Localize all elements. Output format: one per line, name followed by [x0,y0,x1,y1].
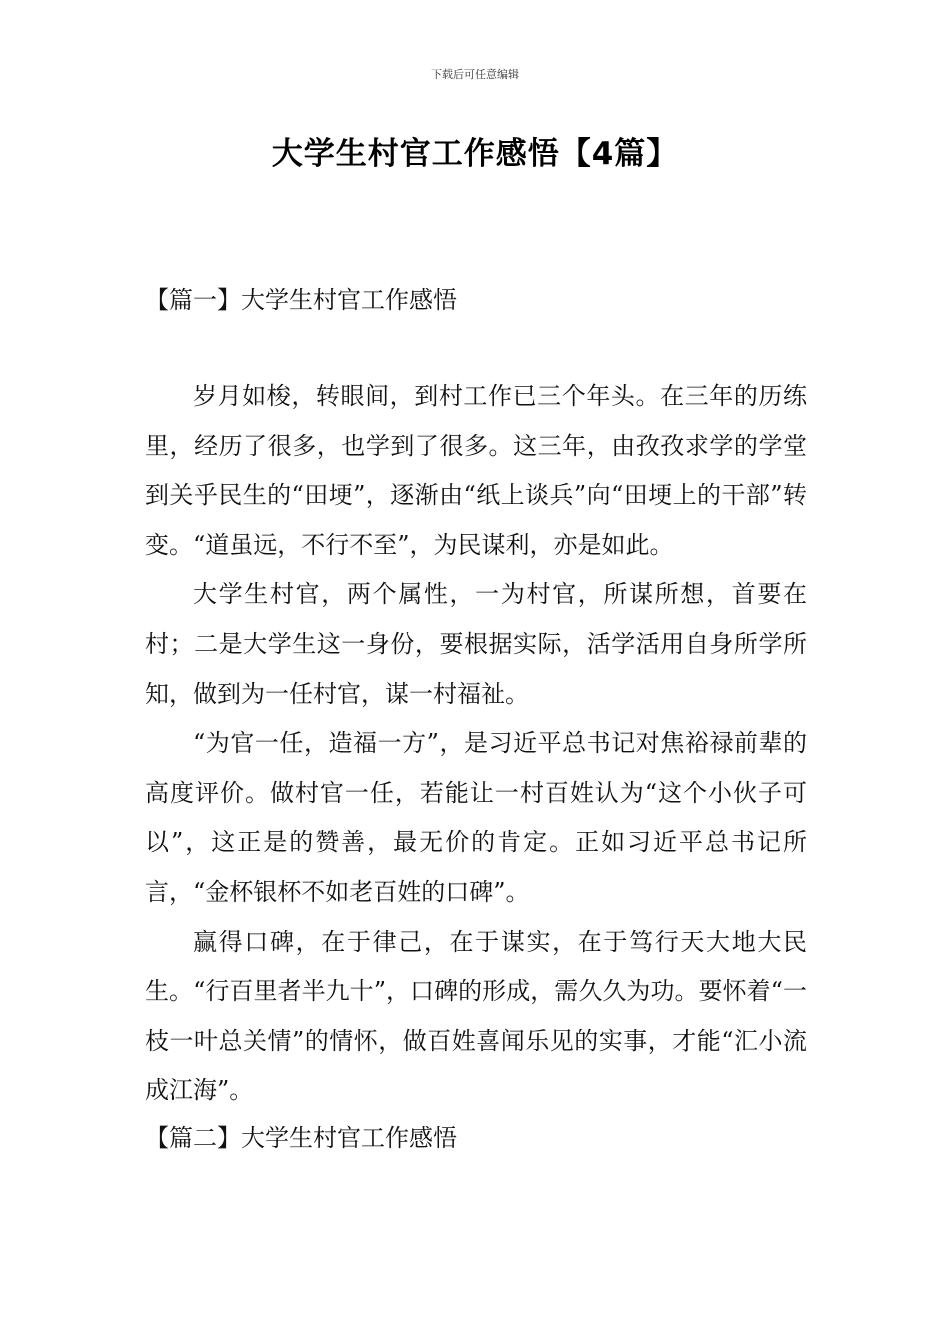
paragraph-1: 岁月如梭，转眼间，到村工作已三个年头。在三年的历练里，经历了很多，也学到了很多。这三年，由孜孜求学的学堂到关乎民生的“田埂”，逐渐由“纸上谈兵”向“田埂上的干部”转变。“道虽远，不行不至”，为民谋利，亦是如此。 [145,382,807,559]
section-heading-1: 【篇一】大学生村官工作感悟 [145,286,457,314]
document-body [145,280,807,1158]
paragraph-3: “为官一任，造福一方”，是习近平总书记对焦裕禄前辈的高度评价。做村官一任，若能让一村百姓认为“这个小伙子可以”，这正是的赞善，最无价的肯定。正如习近平总书记所言，“金杯银杯不如老百姓的口碑”。 [145,729,807,906]
document-title: 大学生村官工作感悟【4篇】 [271,136,679,172]
paragraph-4: 赢得口碑，在于律己，在于谋实，在于笃行天大地大民生。“行百里者半九十”，口碑的形成，需久久为功。要怀着“一枝一叶总关情”的情怀，做百姓喜闻乐见的实事，才能“汇小流成江海”。 [145,927,807,1105]
header-note: 下载后可任意编辑 [431,68,519,81]
paragraph-2: 大学生村官，两个属性，一为村官，所谋所想，首要在村；二是大学生这一身份，要根据实际，活学活用自身所学所知，做到为一任村官，谋一村福祉。 [145,580,807,708]
section-heading-2: 【篇二】大学生村官工作感悟 [145,1123,457,1152]
